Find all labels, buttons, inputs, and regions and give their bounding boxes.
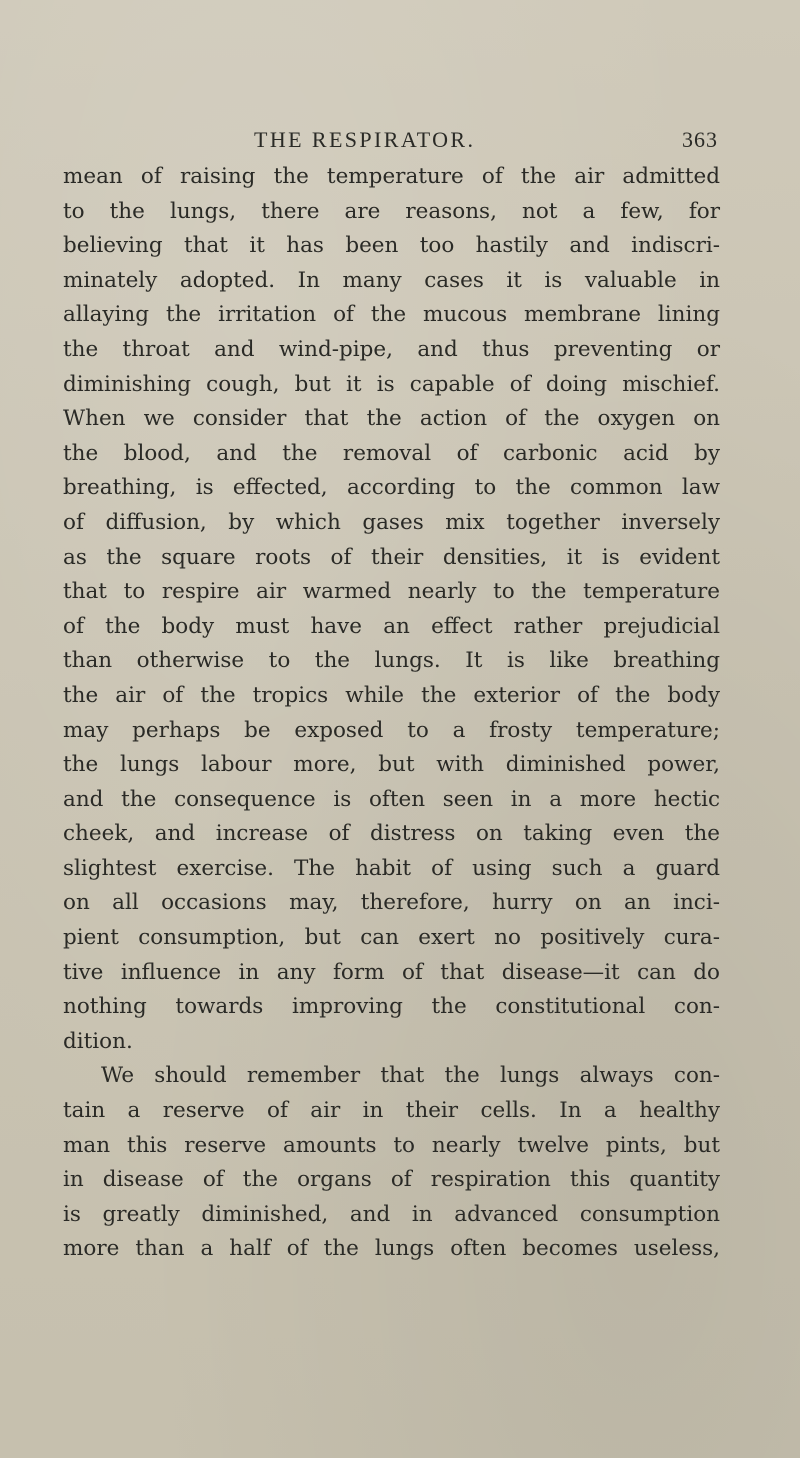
page-number: 363 (682, 127, 718, 152)
text-line: on all occasions may, therefore, hurry on an inci- (63, 890, 720, 916)
text-line: dition. (63, 1028, 133, 1054)
text-line: may perhaps be exposed to a frosty temperature; (63, 717, 720, 743)
text-line: the air of the tropics while the exterior of the body (63, 682, 720, 708)
text-line: in disease of the organs of respiration this quantity (63, 1167, 720, 1193)
text-line: the lungs labour more, but with diminished power, (63, 752, 720, 778)
paragraph (63, 1059, 720, 1267)
text-line: tive influence in any form of that disease—it can do (63, 959, 720, 985)
text-line: nothing towards improving the constitutional con- (63, 994, 720, 1020)
text-line: is greatly diminished, and in advanced consumption (63, 1201, 720, 1227)
text-line: the throat and wind-pipe, and thus preventing or (63, 336, 720, 362)
text-line: When we consider that the action of the oxygen on (63, 406, 720, 432)
text-line: allaying the irritation of the mucous membrane lining (63, 302, 720, 328)
body-text (63, 160, 720, 1267)
text-line: than otherwise to the lungs. It is like breathing (63, 648, 720, 674)
text-line: of the body must have an effect rather prejudicial (63, 613, 720, 639)
running-head: THE RESPIRATOR. (254, 127, 476, 152)
paragraph (63, 160, 720, 1059)
text-line: tain a reserve of air in their cells. In a healthy (63, 1098, 720, 1124)
text-line: We should remember that the lungs always con- (101, 1063, 720, 1089)
text-line: as the square roots of their densities, it is evident (63, 544, 720, 570)
text-line: diminishing cough, but it is capable of doing mischief. (63, 371, 720, 397)
text-line: slightest exercise. The habit of using such a guard (63, 855, 720, 881)
text-line: pient consumption, but can exert no positively cura- (63, 925, 720, 951)
text-line: of diffusion, by which gases mix together inversely (63, 509, 720, 535)
text-line: more than a half of the lungs often becomes useless, (63, 1236, 720, 1262)
text-line: minately adopted. In many cases it is valuable in (63, 267, 720, 293)
text-line: breathing, is effected, according to the common law (63, 475, 720, 501)
text-line: and the consequence is often seen in a more hectic (63, 786, 720, 812)
text-line: believing that it has been too hastily and indiscri- (63, 233, 720, 259)
text-line: cheek, and increase of distress on taking even the (63, 821, 720, 847)
text-line: that to respire air warmed nearly to the temperature (63, 579, 720, 605)
page-header (254, 127, 718, 157)
text-line: the blood, and the removal of carbonic acid by (63, 440, 720, 466)
text-line: mean of raising the temperature of the air admitted (63, 164, 720, 189)
text-line: to the lungs, there are reasons, not a few, for (63, 198, 720, 224)
text-line: man this reserve amounts to nearly twelve pints, but (63, 1132, 720, 1158)
